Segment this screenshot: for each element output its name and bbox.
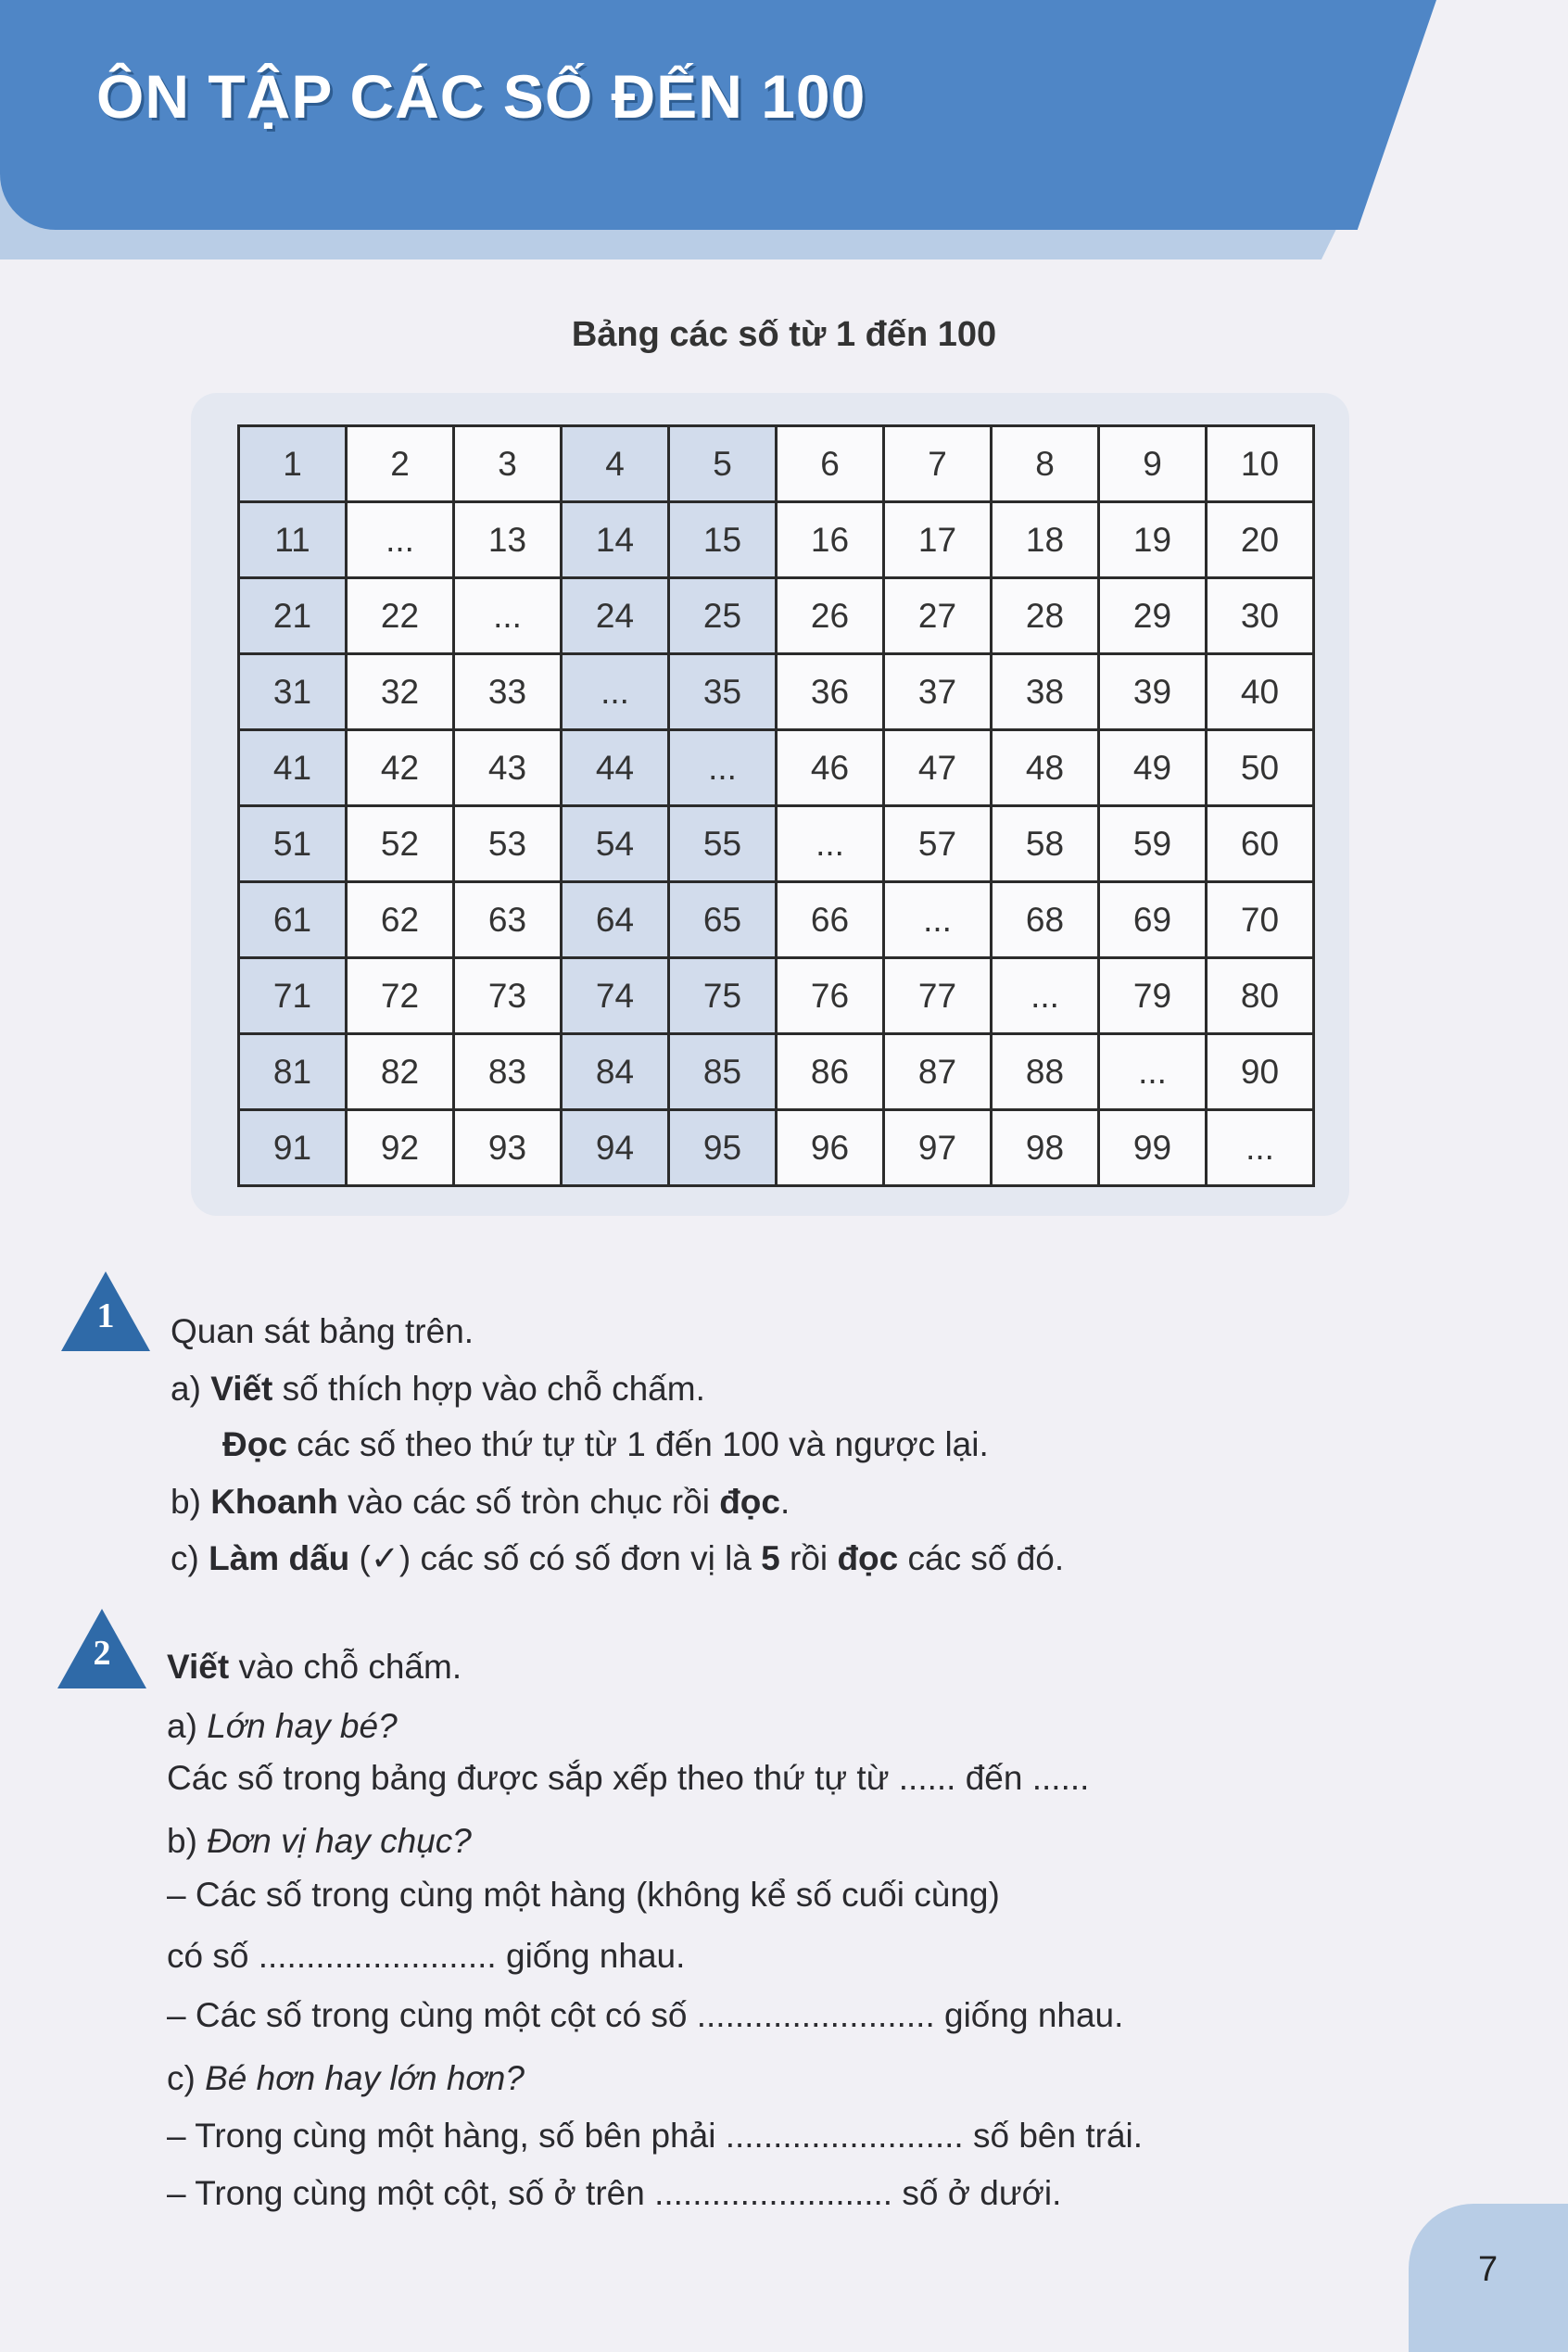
number-cell: 71	[239, 958, 347, 1034]
number-cell: 48	[992, 730, 1099, 806]
number-cell: 11	[239, 502, 347, 578]
exercise-1-b: b) Khoanh vào các số tròn chục rồi đọc.	[171, 1483, 790, 1521]
exercise-2-c-line-1: – Trong cùng một hàng, số bên phải ......................... số bên trái.	[167, 2117, 1144, 2155]
exercise-1-a-read: Đọc các số theo thứ tự từ 1 đến 100 và ngược lại.	[222, 1425, 989, 1463]
number-cell: 75	[669, 958, 777, 1034]
exercise-2-c-line-2: – Trong cùng một cột, số ở trên ......................... số ở dưới.	[167, 2174, 1062, 2212]
number-cell: 2	[347, 426, 454, 502]
number-cell: 54	[562, 806, 669, 882]
number-cell: 83	[454, 1034, 562, 1110]
number-cell: 66	[777, 882, 884, 958]
number-cell: 68	[992, 882, 1099, 958]
exercise-2-intro: Viết vào chỗ chấm.	[167, 1648, 462, 1686]
number-cell: 77	[884, 958, 992, 1034]
number-cell: 65	[669, 882, 777, 958]
number-cell: 28	[992, 578, 1099, 654]
number-cell: 41	[239, 730, 347, 806]
number-cell: 61	[239, 882, 347, 958]
number-cell: 72	[347, 958, 454, 1034]
number-cell: 53	[454, 806, 562, 882]
number-cell: 15	[669, 502, 777, 578]
blank-cell[interactable]: ...	[669, 730, 777, 806]
number-cell: 73	[454, 958, 562, 1034]
table-row	[239, 654, 1314, 730]
number-cell: 94	[562, 1110, 669, 1186]
number-cell: 57	[884, 806, 992, 882]
table-row	[239, 806, 1314, 882]
number-cell: 16	[777, 502, 884, 578]
exercise-2-c: c) Bé hơn hay lớn hơn?	[167, 2059, 525, 2097]
exercise-1-c: c) Làm dấu (✓) các số có số đơn vị là 5 rồi đọc các số đó.	[171, 1539, 1065, 1577]
number-cell: 97	[884, 1110, 992, 1186]
number-cell: 19	[1099, 502, 1207, 578]
number-cell: 7	[884, 426, 992, 502]
number-cell: 50	[1207, 730, 1314, 806]
exercise-2-number: 2	[93, 1634, 111, 1673]
blank-cell[interactable]: ...	[1207, 1110, 1314, 1186]
number-cell: 8	[992, 426, 1099, 502]
number-cell: 37	[884, 654, 992, 730]
number-cell: 95	[669, 1110, 777, 1186]
number-cell: 76	[777, 958, 884, 1034]
number-cell: 42	[347, 730, 454, 806]
number-cell: 69	[1099, 882, 1207, 958]
blank-cell[interactable]: ...	[347, 502, 454, 578]
number-cell: 80	[1207, 958, 1314, 1034]
number-cell: 9	[1099, 426, 1207, 502]
number-cell: 14	[562, 502, 669, 578]
table-title: Bảng các số từ 1 đến 100	[571, 315, 997, 354]
number-cell: 18	[992, 502, 1099, 578]
number-cell: 51	[239, 806, 347, 882]
blank-cell[interactable]: ...	[777, 806, 884, 882]
number-cell: 26	[777, 578, 884, 654]
number-cell: 10	[1207, 426, 1314, 502]
number-cell: 38	[992, 654, 1099, 730]
table-row	[239, 502, 1314, 578]
table-row	[239, 578, 1314, 654]
number-cell: 90	[1207, 1034, 1314, 1110]
exercise-1-intro: Quan sát bảng trên.	[171, 1312, 474, 1350]
number-cell: 98	[992, 1110, 1099, 1186]
number-cell: 84	[562, 1034, 669, 1110]
number-cell: 58	[992, 806, 1099, 882]
number-cell: 49	[1099, 730, 1207, 806]
number-cell: 99	[1099, 1110, 1207, 1186]
number-cell: 92	[347, 1110, 454, 1186]
number-cell: 5	[669, 426, 777, 502]
exercise-2-b: b) Đơn vị hay chục?	[167, 1822, 472, 1860]
number-cell: 93	[454, 1110, 562, 1186]
number-cell: 21	[239, 578, 347, 654]
page-number: 7	[1478, 2250, 1498, 2289]
blank-cell[interactable]: ...	[1099, 1034, 1207, 1110]
number-cell: 64	[562, 882, 669, 958]
number-cell: 17	[884, 502, 992, 578]
number-cell: 62	[347, 882, 454, 958]
exercise-2-a-line: Các số trong bảng được sắp xếp theo thứ tự từ ...... đến ......	[167, 1759, 1090, 1797]
number-cell: 55	[669, 806, 777, 882]
number-cell: 74	[562, 958, 669, 1034]
number-cell: 88	[992, 1034, 1099, 1110]
number-cell: 30	[1207, 578, 1314, 654]
number-cell: 96	[777, 1110, 884, 1186]
number-cell: 52	[347, 806, 454, 882]
blank-cell[interactable]: ...	[454, 578, 562, 654]
number-cell: 27	[884, 578, 992, 654]
exercise-1-number: 1	[96, 1296, 115, 1335]
number-cell: 46	[777, 730, 884, 806]
number-cell: 79	[1099, 958, 1207, 1034]
number-cell: 60	[1207, 806, 1314, 882]
table-row	[239, 1034, 1314, 1110]
number-cell: 87	[884, 1034, 992, 1110]
number-table	[237, 424, 1315, 1187]
number-cell: 4	[562, 426, 669, 502]
number-cell: 33	[454, 654, 562, 730]
number-cell: 82	[347, 1034, 454, 1110]
exercise-1-a: a) Viết số thích hợp vào chỗ chấm.	[171, 1370, 705, 1408]
table-row	[239, 882, 1314, 958]
number-cell: 1	[239, 426, 347, 502]
table-row	[239, 958, 1314, 1034]
blank-cell[interactable]: ...	[562, 654, 669, 730]
number-cell: 70	[1207, 882, 1314, 958]
number-cell: 43	[454, 730, 562, 806]
number-cell: 29	[1099, 578, 1207, 654]
number-cell: 36	[777, 654, 884, 730]
number-cell: 81	[239, 1034, 347, 1110]
table-row	[239, 1110, 1314, 1186]
number-cell: 22	[347, 578, 454, 654]
blank-cell[interactable]: ...	[884, 882, 992, 958]
number-cell: 44	[562, 730, 669, 806]
number-cell: 91	[239, 1110, 347, 1186]
number-cell: 13	[454, 502, 562, 578]
number-cell: 63	[454, 882, 562, 958]
table-row	[239, 730, 1314, 806]
number-cell: 31	[239, 654, 347, 730]
exercise-2-b-line-2: có số ......................... giống nhau.	[167, 1937, 686, 1975]
number-cell: 59	[1099, 806, 1207, 882]
number-cell: 25	[669, 578, 777, 654]
number-cell: 47	[884, 730, 992, 806]
number-cell: 20	[1207, 502, 1314, 578]
number-cell: 86	[777, 1034, 884, 1110]
number-cell: 40	[1207, 654, 1314, 730]
number-cell: 35	[669, 654, 777, 730]
number-cell: 39	[1099, 654, 1207, 730]
number-cell: 6	[777, 426, 884, 502]
exercise-2-b-line-3: – Các số trong cùng một cột có số ......................... giống nhau.	[167, 1996, 1124, 2034]
table-row	[239, 426, 1314, 502]
number-cell: 3	[454, 426, 562, 502]
number-cell: 24	[562, 578, 669, 654]
number-cell: 32	[347, 654, 454, 730]
blank-cell[interactable]: ...	[992, 958, 1099, 1034]
page-title: ÔN TẬP CÁC SỐ ĐẾN 100	[96, 62, 866, 131]
exercise-2-a: a) Lớn hay bé?	[167, 1707, 398, 1745]
number-cell: 85	[669, 1034, 777, 1110]
exercise-2-b-line-1: – Các số trong cùng một hàng (không kể số cuối cùng)	[167, 1876, 1000, 1914]
